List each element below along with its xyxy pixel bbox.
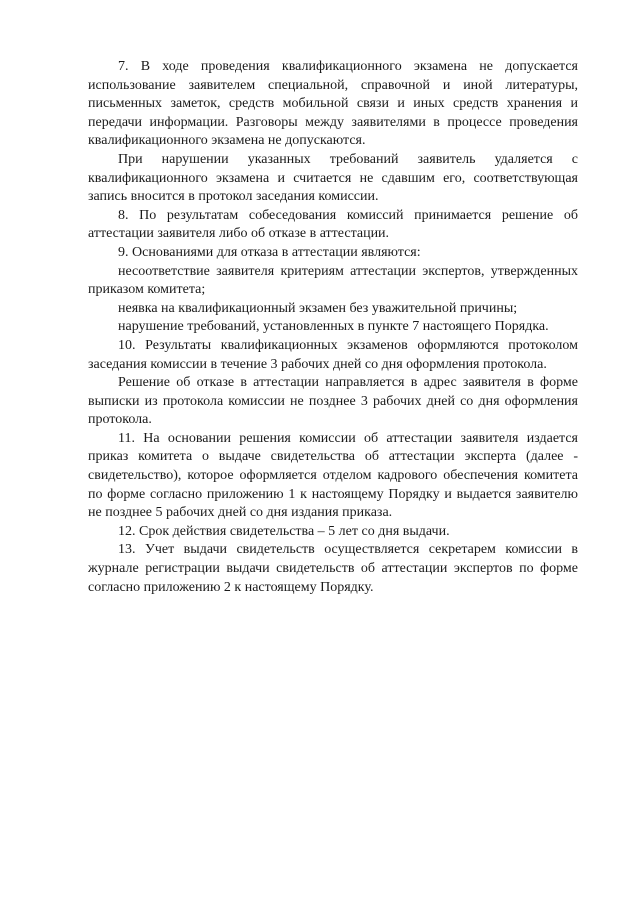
- document-body: [88, 58, 578, 597]
- paragraph-10: 10. Результаты квалификационных экзаменов оформляются протоколом заседания комиссии в течение 3 рабочих дней со дня оформления протокола.: [88, 337, 578, 372]
- paragraph-9-item-1: несоответствие заявителя критериям аттестации экспертов, утвержденных приказом комитета;: [88, 263, 578, 298]
- paragraph-11: 11. На основании решения комиссии об аттестации заявителя издается приказ комитета о выдаче свидетельства об аттестации эксперта (далее - свидетельство), которое оформляется отделом кадрового обеспечения комитета по форме согласно приложению 1 к настоящему Порядку и выдается заявителю не позднее 5 рабочих дней со дня издания приказа.: [88, 430, 578, 521]
- paragraph-9-item-2: неявка на квалификационный экзамен без уважительной причины;: [118, 300, 518, 316]
- paragraph-8: 8. По результатам собеседования комиссий принимается решение об аттестации заявителя либо об отказе в аттестации.: [88, 207, 578, 242]
- paragraph-7: 7. В ходе проведения квалификационного экзамена не допускается использование заявителем специальной, справочной и иной литературы, письменных заметок, средств мобильной связи и иных средств хранения и передачи информации. Разговоры между заявителями в процессе проведения квалификационного экзамена не допускаются.: [88, 59, 578, 149]
- paragraph-13: 13. Учет выдачи свидетельств осуществляется секретарем комиссии в журнале регистрации выдачи свидетельств об аттестации экспертов по форме согласно приложению 2 к настоящему Порядку.: [88, 542, 578, 595]
- paragraph-violation: При нарушении указанных требований заявитель удаляется с квалификационного экзамена и считается не сдавшим его, соответствующая запись вносится в протокол заседания комиссии.: [88, 151, 578, 205]
- paragraph-12: 12. Срок действия свидетельства – 5 лет со дня выдачи.: [118, 523, 450, 539]
- paragraph-9: 9. Основаниями для отказа в аттестации являются:: [118, 244, 421, 260]
- paragraph-refusal: Решение об отказе в аттестации направляется в адрес заявителя в форме выписки из протокола комиссии не позднее 3 рабочих дней со дня оформления протокола.: [88, 375, 578, 428]
- paragraph-9-item-3: нарушение требований, установленных в пункте 7 настоящего Порядка.: [118, 319, 549, 335]
